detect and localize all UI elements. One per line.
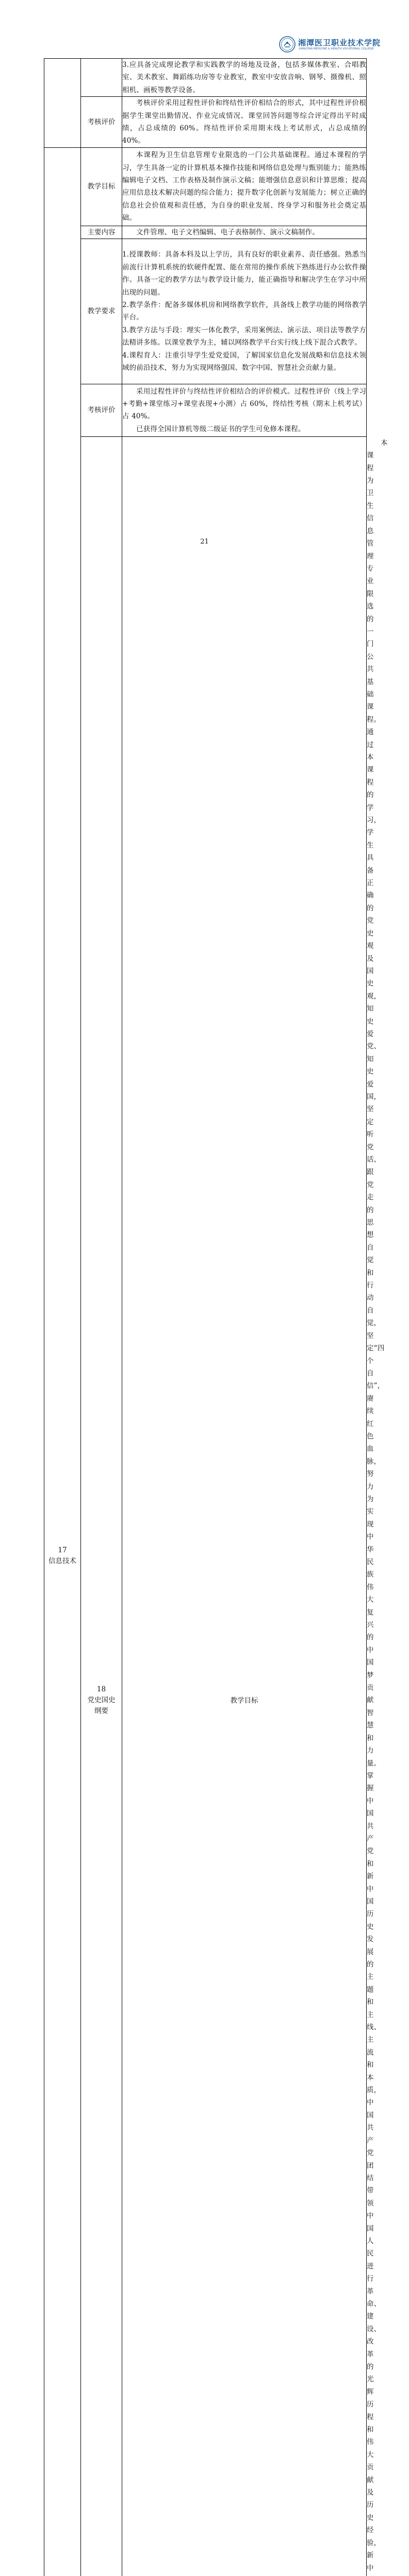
objectives-label: 教学目标: [81, 147, 122, 226]
table-row: [44, 147, 367, 226]
assessment-label: 考核评价: [81, 97, 122, 148]
college-logo-icon: [279, 36, 296, 53]
assessment-cell: [122, 384, 367, 436]
objectives-cell: [122, 147, 367, 226]
page-header: [0, 0, 409, 57]
exemption-note: 已获得全国计算机等级二级证书的学生可免修本课程。: [136, 425, 305, 433]
course-17-name: 信息技术: [48, 1557, 76, 1566]
requirements-label: 教学要求: [81, 239, 122, 384]
row-label-cell: [81, 59, 122, 97]
objectives-text: 本课程为卫生信息管理专业限选的一门公共基础课程。通过本课程的学习，学生具备一定的计算机基本操作技能和网络信息处理与甄别能力；能熟练编辑电子文档、工作表格及制作演示文稿；能增强信息意识和计算思维；提高应用信息技术解决问题的综合能力；提升数字化创新与发展能力；树立正确的信息社会价值观和责任感，为自身的职业发展、终身学习和服务社会奠定基础。: [122, 151, 366, 223]
college-name-english: XIANGTAN MEDICINE & HEALTH VOCATIONAL COLLEGE: [299, 47, 374, 50]
assessment-text: 采用过程性评价与终结性评价相结合的评价模式。过程性评价（线上学习+考勤+课堂练习+课堂表现+小测）占 60%，终结性考核（期末上机考试）占 40%。: [122, 387, 366, 421]
course-number-cell: [44, 59, 81, 148]
requirement-item: 2.教学条件：配备多媒体机房和网络教学软件，具备线上教学功能的网络教学平台。: [122, 300, 366, 322]
table-row: [44, 59, 367, 97]
objectives-label: 教学目标: [122, 436, 367, 2576]
course-17-number: 17: [58, 1546, 67, 1555]
table-row: 18 党史国史纲要 教学目标 本课程为卫生信息管理专业限选的一门公共基础课程。通过本课程的学习，学生具备正确的党史观及国史观，知史爱党、知史爱国，坚定听党话、跟党走的思想自觉和行动自觉，坚定“四个自信”，赓续红色血脉，努力为实现中华民族伟大复兴的中国梦贡献智慧和力量。掌握中国共产党和新中国历史发展的主题和主线、主流和本质，中国共产党团结带领中国人民进行革命、建设、改革的光辉历程和伟大贡献及历史经验，新中: [44, 436, 367, 2576]
course-18-number: 18: [96, 1685, 106, 1694]
table-row: [44, 97, 367, 148]
curriculum-table: [44, 58, 388, 2576]
content-label: 主要内容: [81, 226, 122, 239]
content-text: 文件管理、电子文档编辑、电子表格制作、演示文稿制作。: [136, 228, 319, 236]
course-17-title-cell: [44, 147, 81, 2576]
teaching-conditions-text: 3.应具备完成理论教学和实践教学的场地及设备，包括多媒体教室、合唱教室、美术教室、舞蹈练功房等专业教室，教室中安放音响、钢琴、摄像机、照相机、画板等教学设备。: [122, 61, 366, 94]
assessment-text: 考核评价采用过程性评价和终结性评价相结合的形式，其中过程性评价根据学生课堂出勤情况、作业完成情况、课堂回答问题等综合评定得出平时成绩，占总成绩的 60%。终结性评价采用期末线上考试形式，占总成绩的 40%。: [122, 99, 366, 145]
table-row: [44, 239, 367, 384]
requirement-item: 1.授课教师：具备本科及以上学历，具有良好的职业素养、责任感强。熟悉当前流行计算机系统的软硬件配置、能在常用的操作系统下熟练进行办公软件操作。具备一定的教学方法与教学设计能力，能正确指导和解决学生在学习中所出现的问题。: [122, 250, 366, 297]
assessment-label: 考核评价: [81, 384, 122, 436]
course-18-name: 党史国史纲要: [87, 1696, 116, 1716]
college-name: 湘潭医卫职业技术学院: [298, 38, 381, 47]
content-cell: [122, 226, 367, 239]
assessment-cell: [122, 97, 367, 148]
table-row: [44, 384, 367, 436]
requirements-cell: [122, 239, 367, 384]
page-number: 21: [200, 538, 209, 546]
teaching-conditions-cell: [122, 59, 367, 97]
table-row: [44, 226, 367, 239]
requirement-item: 4.课程育人：注重引导学生爱党爱国，了解国家信息化发展战略和信息技术领域的前沿技术，努力为实现网络强国、数字中国、智慧社会贡献力量。: [122, 351, 366, 372]
course-18-title-cell: [81, 436, 122, 2576]
requirement-item: 3.教学方法与手段：理实一体化教学，采用案例法、演示法、项目法等教学方法精讲多练。以课堂教学为主，辅以网络教学平台实行线上线下混合式教学。: [122, 326, 366, 347]
